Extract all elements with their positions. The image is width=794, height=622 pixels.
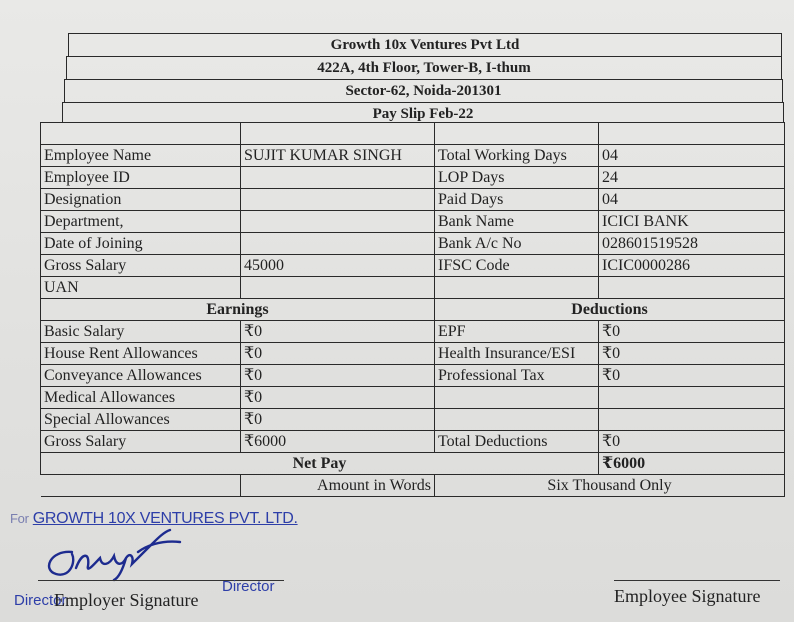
employee-signature-label: Employee Signature (614, 586, 761, 606)
amount-words-row (41, 475, 785, 497)
employer-signature-label: Employer Signature (54, 590, 199, 610)
label-ifsc: IFSC Code (435, 255, 599, 277)
label-bank-account: Bank A/c No (435, 233, 599, 255)
label-employee-name: Employee Name (41, 145, 241, 167)
earning-label: Gross Salary (41, 431, 241, 453)
table-row (41, 233, 785, 255)
net-pay-amount: ₹6000 (599, 453, 785, 475)
value-department (241, 211, 435, 233)
table-row (41, 189, 785, 211)
employee-signature-line (614, 580, 780, 581)
director-stamp-text-left: Director (14, 592, 67, 609)
value-uan (241, 277, 435, 299)
total-deductions-amount: ₹0 (599, 431, 785, 453)
earning-amount: ₹0 (241, 409, 435, 431)
value-lop-days: 24 (599, 167, 785, 189)
value-designation (241, 189, 435, 211)
net-pay-label: Net Pay (41, 453, 599, 475)
table-row (41, 211, 785, 233)
deduction-amount: ₹0 (599, 343, 785, 365)
total-deductions-label: Total Deductions (435, 431, 599, 453)
value-bank-name: ICICI BANK (599, 211, 785, 233)
value-date-of-joining (241, 233, 435, 255)
payslip-table (40, 122, 785, 497)
value-paid-days: 04 (599, 189, 785, 211)
amount-in-words-value: Six Thousand Only (435, 475, 785, 497)
table-row (41, 145, 785, 167)
section-heading-row (41, 299, 785, 321)
label-department: Department, (41, 211, 241, 233)
deduction-label: EPF (435, 321, 599, 343)
deduction-amount: ₹0 (599, 321, 785, 343)
payslip-title: Pay Slip Feb-22 (62, 102, 784, 122)
stamp-for: For (10, 511, 29, 526)
value-gross-salary: 45000 (241, 255, 435, 277)
deduction-amount: ₹0 (599, 365, 785, 387)
label-uan: UAN (41, 277, 241, 299)
table-row (41, 321, 785, 343)
earning-amount: ₹0 (241, 343, 435, 365)
table-row (41, 167, 785, 189)
label-paid-days: Paid Days (435, 189, 599, 211)
earnings-heading: Earnings (41, 299, 435, 321)
earning-label: Conveyance Allowances (41, 365, 241, 387)
value-ifsc: ICIC0000286 (599, 255, 785, 277)
table-row (41, 431, 785, 453)
company-address-line2: Sector-62, Noida-201301 (64, 79, 783, 102)
earning-label: Medical Allowances (41, 387, 241, 409)
value-employee-id (241, 167, 435, 189)
deductions-heading: Deductions (435, 299, 785, 321)
director-stamp-text: Director (222, 578, 275, 595)
earning-label: Basic Salary (41, 321, 241, 343)
label-bank-name: Bank Name (435, 211, 599, 233)
value-employee-name: SUJIT KUMAR SINGH (241, 145, 435, 167)
table-row (41, 255, 785, 277)
deduction-label: Professional Tax (435, 365, 599, 387)
earning-label: House Rent Allowances (41, 343, 241, 365)
label-designation: Designation (41, 189, 241, 211)
company-address-line1: 422A, 4th Floor, Tower-B, I-thum (66, 56, 782, 79)
earning-label: Special Allowances (41, 409, 241, 431)
label-gross-salary: Gross Salary (41, 255, 241, 277)
company-name: Growth 10x Ventures Pvt Ltd (68, 33, 782, 56)
label-date-of-joining: Date of Joining (41, 233, 241, 255)
table-row (41, 343, 785, 365)
earning-amount: ₹0 (241, 321, 435, 343)
net-pay-row (41, 453, 785, 475)
table-row (41, 365, 785, 387)
table-row (41, 409, 785, 431)
label-total-working-days: Total Working Days (435, 145, 599, 167)
label-lop-days: LOP Days (435, 167, 599, 189)
director-signature-image (30, 522, 200, 584)
earning-amount: ₹0 (241, 387, 435, 409)
table-row (41, 387, 785, 409)
earning-amount: ₹0 (241, 365, 435, 387)
deduction-label: Health Insurance/ESI (435, 343, 599, 365)
value-bank-account: 028601519528 (599, 233, 785, 255)
blank-row (41, 123, 785, 145)
value-total-working-days: 04 (599, 145, 785, 167)
amount-in-words-label: Amount in Words (241, 475, 435, 497)
stamp-company-name: GROWTH 10X VENTURES PVT. LTD. (32, 510, 298, 527)
table-row (41, 277, 785, 299)
earning-amount: ₹6000 (241, 431, 435, 453)
label-employee-id: Employee ID (41, 167, 241, 189)
